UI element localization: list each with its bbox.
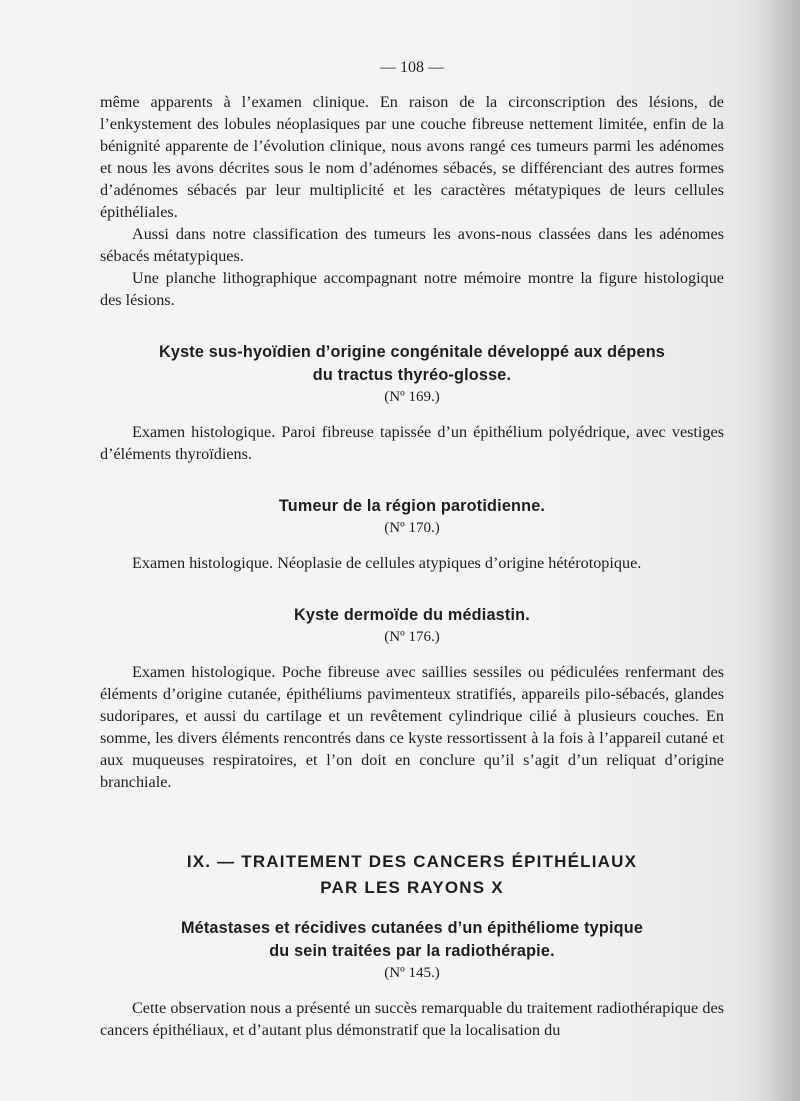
section-title: Métastases et récidives cutanées d’un épithéliome typique (180, 919, 644, 937)
intro-paragraph: même apparents à l’examen clinique. En raison de la circonscription des lésions, de l’enkystement des lobules néoplasiques par une couche fibreuse nettement limitée, enfin de la bénignité apparente de l’évolution clinique, nous avons rangé ces tumeurs parmi les adénomes et nous les avons décrites sous le nom d’adénomes sébacés, se différenciant des autres formes d’adénomes sébacés par leur multiplicité et les caractères métatypiques de leurs cellules épithéliales. (100, 93, 724, 221)
section-title: Kyste dermoïde du médiastin. (294, 606, 530, 624)
section-number: (Nº 169.) (384, 389, 440, 405)
section-kyste-sus-hyoidien (100, 341, 724, 465)
chapter-title: IX. — TRAITEMENT DES CANCERS ÉPITHÉLIAUX (186, 852, 638, 871)
page-content (100, 58, 724, 1041)
intro-paragraph: Aussi dans notre classification des tumeurs les avons-nous classées dans les adénomes sébacés métatypiques. (100, 225, 724, 265)
section-text: Examen histologique. Néoplasie de cellules atypiques d’origine hétérotopique. (132, 554, 642, 572)
section-number: (Nº 145.) (384, 965, 440, 981)
section-metastases (100, 917, 724, 1041)
section-number: (Nº 176.) (384, 629, 440, 645)
section-text: Examen histologique. Paroi fibreuse tapissée d’un épithélium polyédrique, avec vestiges d’éléments thyroïdiens. (100, 423, 724, 463)
intro-paragraph: Une planche lithographique accompagnant notre mémoire montre la figure histologique des lésions. (100, 269, 724, 309)
chapter-heading (100, 849, 724, 901)
section-title: du tractus thyréo-glosse. (312, 366, 512, 384)
section-kyste-dermoide (100, 604, 724, 793)
section-number: (Nº 170.) (384, 520, 440, 536)
section-tumeur-parotidienne (100, 495, 724, 574)
chapter-title: PAR LES RAYONS X (320, 878, 504, 897)
section-title: du sein traitées par la radiothérapie. (269, 942, 555, 960)
intro-block (100, 91, 724, 311)
section-title: Kyste sus-hyoïdien d’origine congénitale développé aux dépens (158, 343, 666, 361)
section-text: Examen histologique. Poche fibreuse avec saillies sessiles ou pédiculées renfermant des éléments d’origine cutanée, épithéliums pavimenteux stratifiés, appareils pilo-sébacés, glandes sudoripares, et aussi du cartilage et un revêtement cylindrique cilié à plusieurs couches. En somme, les divers éléments rencontrés dans ce kyste ressortissent à la fois à l’appareil cutané et aux muqueuses respiratoires, et l’on doit en conclure qu’il s’agit d’un reliquat d’origine branchiale. (100, 663, 724, 791)
section-title: Tumeur de la région parotidienne. (278, 497, 546, 515)
section-text: Cette observation nous a présenté un succès remarquable du traitement radiothérapique des cancers épithéliaux, et d’autant plus démonstratif que la localisation du (100, 999, 724, 1039)
page-number: — 108 — (380, 59, 444, 76)
page-edge-shadow (760, 0, 800, 1101)
